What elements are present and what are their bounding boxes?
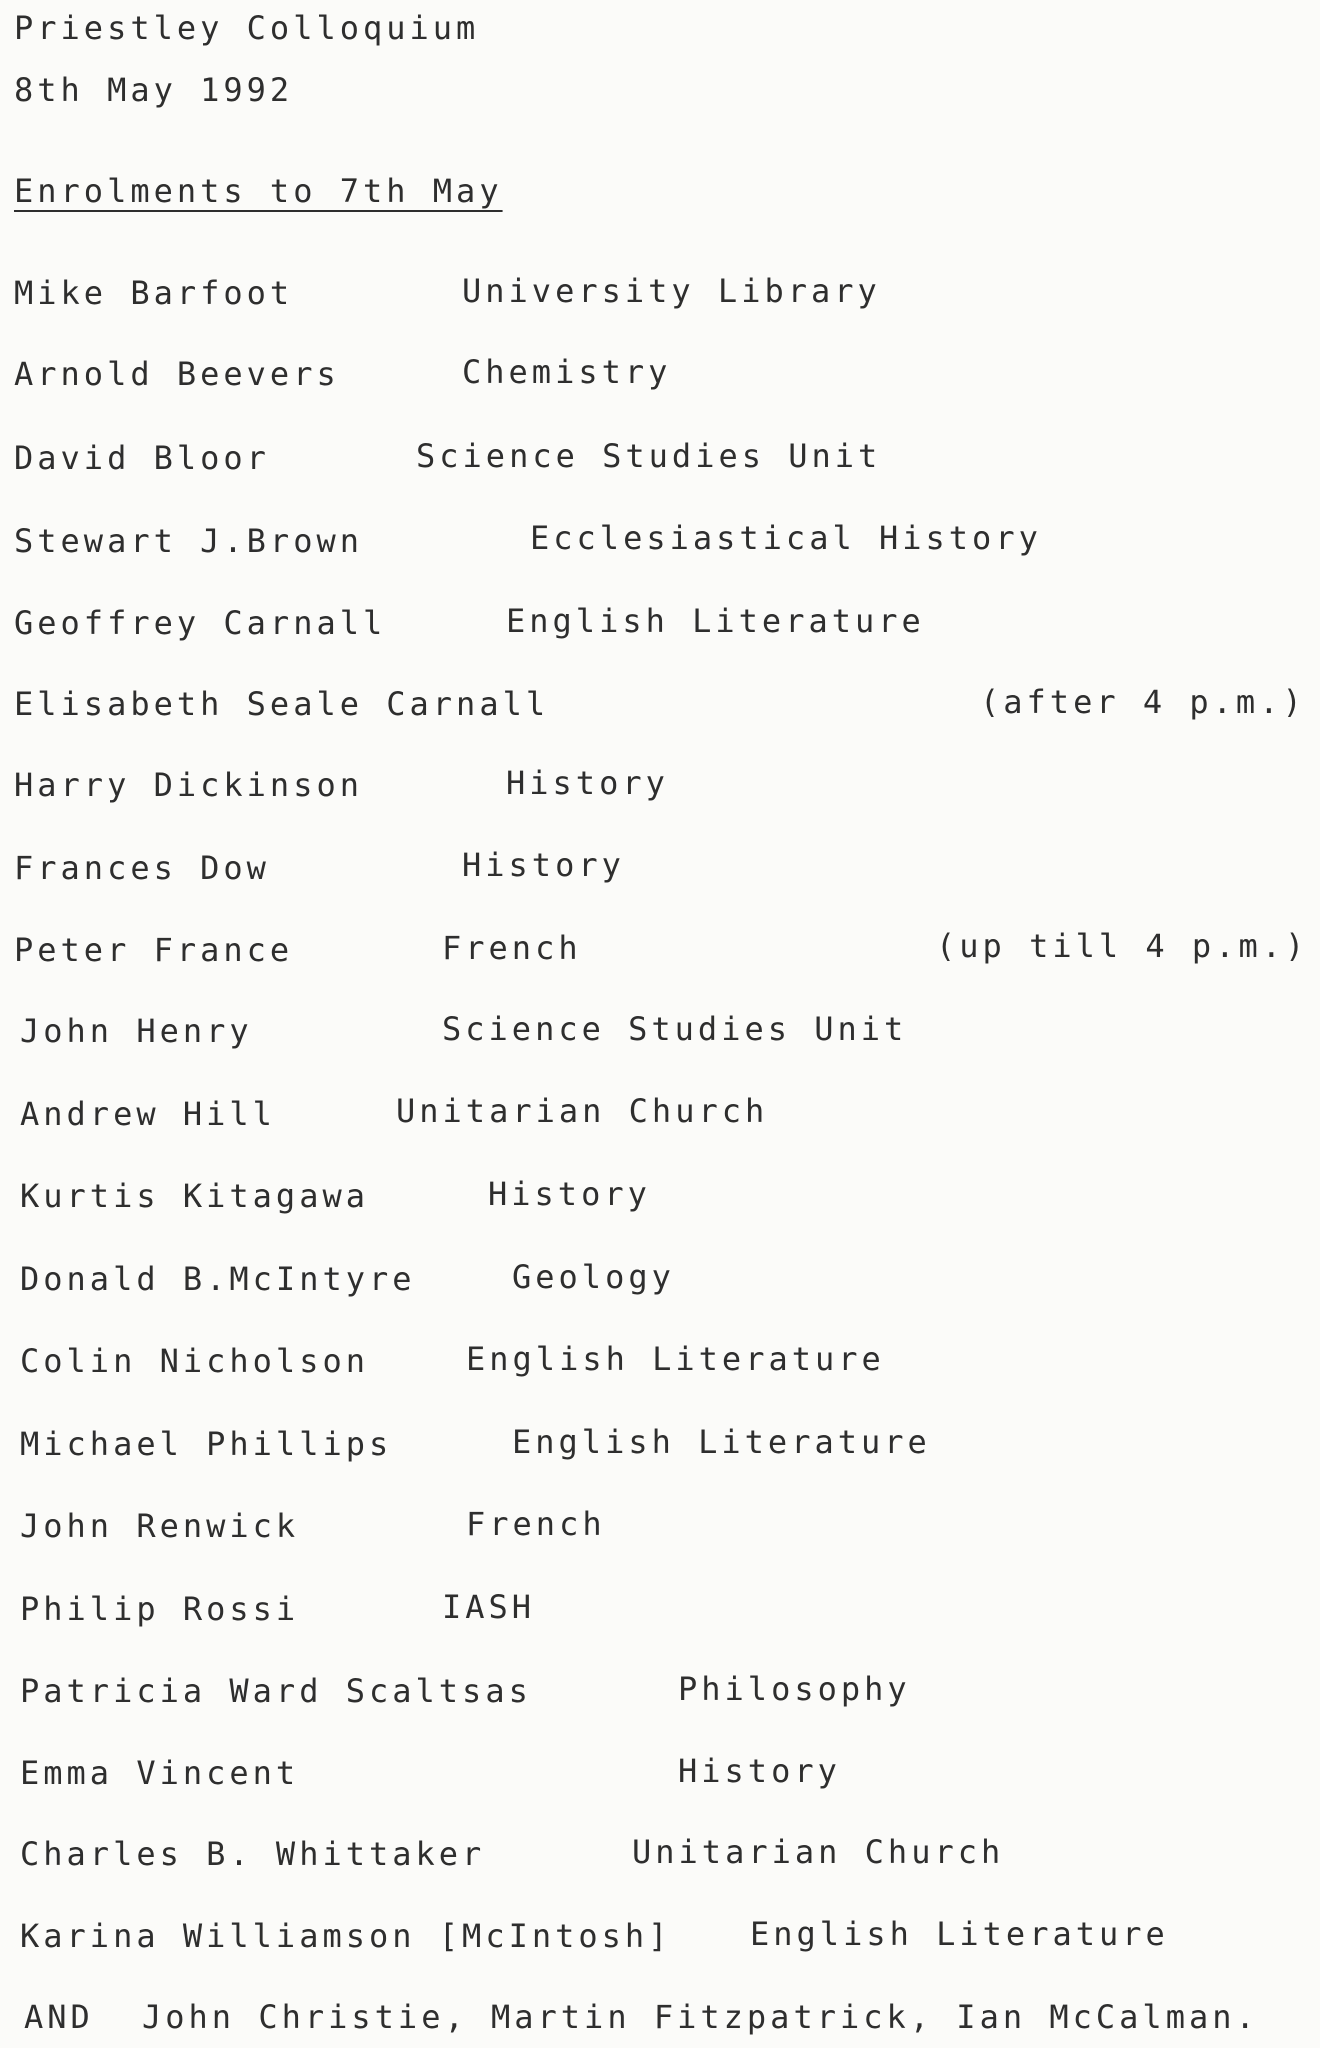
document-date: 8th May 1992 — [14, 71, 294, 109]
enrolee-name: Donald B.McIntyre — [20, 1260, 416, 1298]
enrolee-name: Philip Rossi — [20, 1590, 300, 1628]
enrolee-note: (up till 4 p.m.) — [936, 927, 1309, 965]
enrolee-name: Arnold Beevers — [14, 355, 340, 393]
document-title: Priestley Colloquium — [14, 9, 480, 47]
enrolee-name: Kurtis Kitagawa — [20, 1177, 369, 1215]
and-label: AND — [24, 1998, 94, 2036]
enrolee-name: Mike Barfoot — [14, 274, 294, 312]
enrolee-name: Karina Williamson [McIntosh] — [20, 1917, 672, 1955]
enrolee-department: Science Studies Unit — [416, 437, 882, 475]
enrolee-name: Michael Phillips — [20, 1425, 393, 1463]
enrolee-name: Elisabeth Seale Carnall — [14, 685, 550, 723]
enrolee-department: French — [442, 929, 582, 967]
enrolee-department: History — [488, 1175, 651, 1213]
enrolee-department: English Literature — [506, 602, 925, 640]
enrolee-name: Stewart J.Brown — [14, 522, 363, 560]
enrolee-department: History — [462, 846, 625, 884]
enrolee-department: University Library — [462, 272, 881, 310]
enrolee-department: English Literature — [512, 1423, 931, 1461]
enrolee-name: Geoffrey Carnall — [14, 604, 387, 642]
enrolee-department: History — [678, 1752, 841, 1790]
enrolee-department: English Literature — [750, 1915, 1169, 1953]
enrolee-name: Patricia Ward Scaltsas — [20, 1672, 532, 1710]
enrolee-department: History — [506, 764, 669, 802]
enrolments-heading: Enrolments to 7th May — [14, 172, 503, 210]
enrolee-name: John Renwick — [20, 1507, 300, 1545]
enrolee-name: Andrew Hill — [20, 1095, 276, 1133]
enrolee-name: Colin Nicholson — [20, 1342, 369, 1380]
enrolee-department: Philosophy — [678, 1670, 911, 1708]
enrolee-department: Chemistry — [462, 353, 672, 391]
enrolee-department: French — [466, 1505, 606, 1543]
enrolee-department: Ecclesiastical History — [530, 519, 1042, 557]
additional-names: John Christie, Martin Fitzpatrick, Ian McCalman. — [142, 1998, 1259, 2036]
enrolee-note: (after 4 p.m.) — [980, 683, 1306, 721]
enrolee-department: Unitarian Church — [632, 1833, 1005, 1871]
enrolee-name: John Henry — [20, 1012, 253, 1050]
enrolee-department: Geology — [512, 1258, 675, 1296]
enrolee-name: Peter France — [14, 931, 294, 969]
enrolee-department: Unitarian Church — [396, 1092, 769, 1130]
enrolee-name: Frances Dow — [14, 849, 270, 887]
enrolee-name: Emma Vincent — [20, 1754, 300, 1792]
enrolee-department: English Literature — [466, 1340, 885, 1378]
enrolee-name: David Bloor — [14, 439, 270, 477]
enrolee-name: Charles B. Whittaker — [20, 1835, 486, 1873]
enrolee-name: Harry Dickinson — [14, 766, 363, 804]
enrolee-department: IASH — [442, 1588, 536, 1626]
enrolee-department: Science Studies Unit — [442, 1010, 908, 1048]
